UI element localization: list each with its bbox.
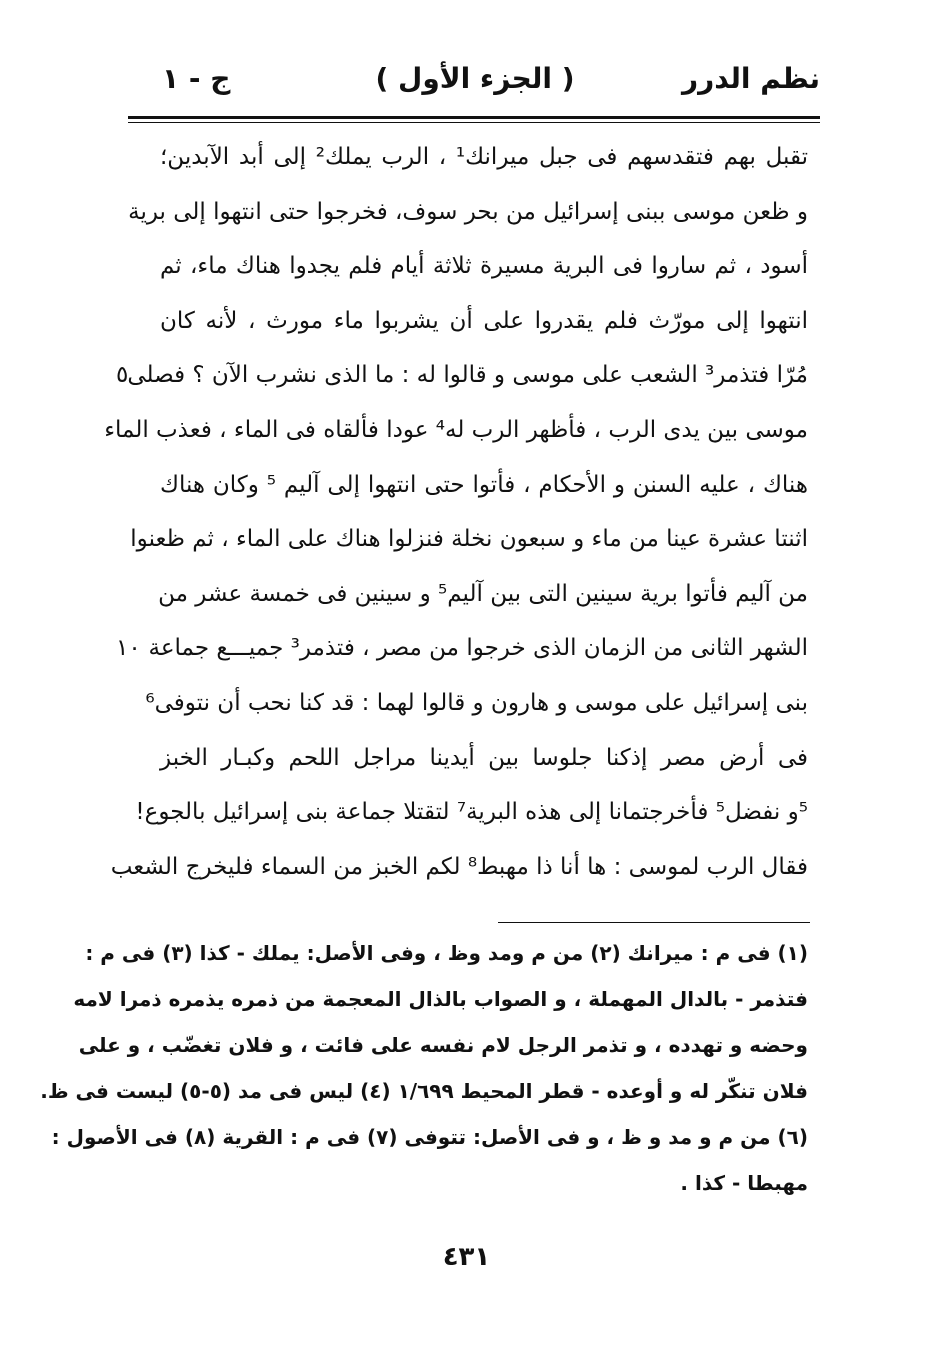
running-header — [130, 62, 820, 112]
footnote-line: فلان تنكّر له و أوعده - قطر المحيط ١/٦٩٩ (٤) ليس فى مد (٥-٥) ليست فى ظ. — [40, 1079, 808, 1103]
volume-label: ج - ١ — [162, 62, 231, 95]
text-line: و ظعن موسى ببنى إسرائيل من بحر سوف، فخرجوا حتى انتهوا إلى برية — [128, 198, 808, 225]
footnote-line: (٦) من م و مد و ظ ، و فى الأصل: تتوفى (٧) فى م : القرية (٨) فى الأصول : — [51, 1125, 808, 1149]
line-number-marker: ١٠ — [116, 635, 141, 662]
footnote-line: مهبطا - كذا . — [680, 1171, 808, 1195]
book-title: نظم الدرر — [681, 62, 820, 95]
footnote-line: (١) فى م : ميرانك (٢) من م ومد وظ ، وفى الأصل: يملك - كذا (٣) فى م : — [85, 941, 808, 965]
text-line: من آليم فأتوا برية سينين التى بين آليم⁵ و سينين فى خمسة عشر من — [158, 580, 808, 607]
footnote-line: فتذمر - بالدال المهملة ، و الصواب بالذال المعجمة من ذمره يذمره ذمرا لامه — [73, 987, 808, 1011]
text-line: موسى بين يدى الرب ، فأظهر الرب له⁴ عودا فألقاه فى الماء ، فعذب الماء — [104, 416, 808, 443]
text-line: فى أرض مصر إذكنا جلوسا بين أيدينا مراجل اللحم وكبـار الخبز — [160, 744, 808, 771]
header-rule-thin — [128, 122, 820, 123]
page-number: ٤٣١ — [442, 1242, 491, 1272]
text-line: هناك ، عليه السنن و الأحكام ، فأتوا حتى انتهوا إلى آليم ⁵ وكان هناك — [160, 471, 808, 498]
text-line: الشهر الثانى من الزمان الذى خرجوا من مصر ، فتذمر³ جميـــع جماعة ١٠ — [160, 621, 808, 676]
line-number-marker: ٥ — [116, 362, 129, 389]
footnotes — [40, 930, 808, 1206]
text-line: تقبل بهم فتقدسهم فى جبل ميرانك¹ ، الرب يملك² إلى أبد الآبدين؛ — [160, 144, 809, 170]
text-line: ⁵و نفضل⁵ فأخرجتمانا إلى هذه البرية⁷ لتقتلا جماعة بنى إسرائيل بالجوع! — [135, 799, 808, 826]
footnote-separator — [498, 922, 810, 923]
text-line: انتهوا إلى مورّث فلم يقدروا على أن يشربوا ماء مورث ، لأنه كان — [160, 307, 808, 334]
header-rule-thick — [128, 116, 820, 119]
footnote-line: وحضه و تهدده ، و تذمر الرجل لام نفسه على فائت ، و فلان تغضّب ، و على — [78, 1033, 808, 1057]
text-line: اثنتا عشرة عينا من ماء و سبعون نخلة فنزلوا هناك على الماء ، ثم ظعنوا — [130, 526, 808, 553]
text-line: مُرّا فتذمر³ الشعب على موسى و قالوا له : ما الذى نشرب الآن ؟ فصلى ٥ — [160, 348, 808, 403]
text-line: بنى إسرائيل على موسى و هارون و قالوا لهما : قد كنا نحب أن نتوفى⁶ — [145, 689, 808, 716]
text-line: فقال الرب لموسى : ها أنا ذا مهبط⁸ لكم الخبز من السماء فليخرج الشعب — [110, 853, 808, 880]
part-title: ( الجزء الأول ) — [375, 62, 575, 95]
main-text — [104, 130, 809, 894]
text-line: أسود ، ثم ساروا فى البرية مسيرة ثلاثة أيام فلم يجدوا هناك ماء، ثم — [160, 253, 808, 280]
